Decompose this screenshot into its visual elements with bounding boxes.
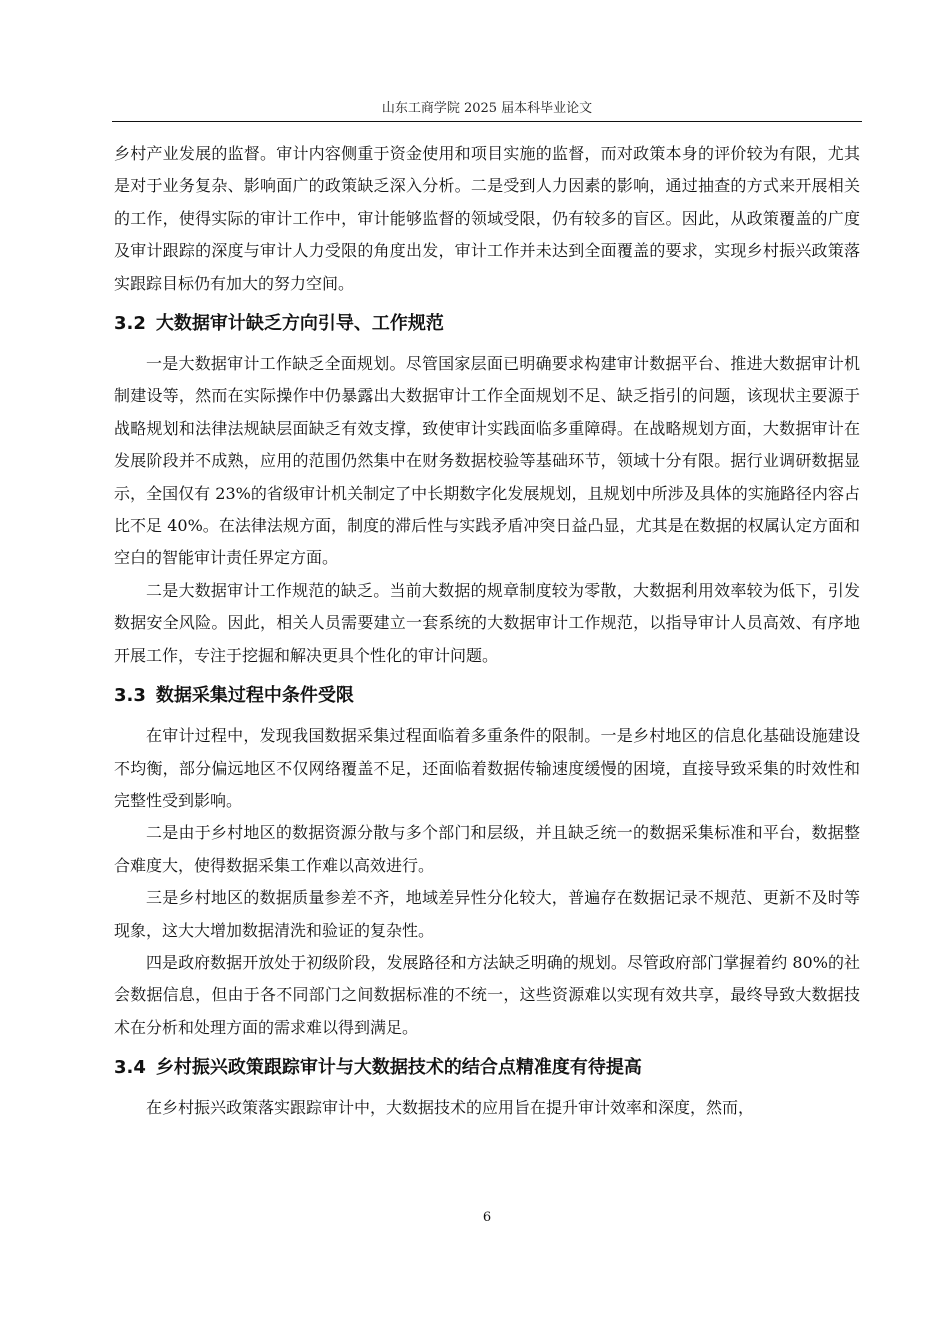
paragraph: 一是大数据审计工作缺乏全面规划。尽管国家层面已明确要求构建审计数据平台、推进大数据审计机制建设等，然而在实际操作中仍暴露出大数据审计工作全面规划不足、缺乏指引的问题，该现状主要源于战略规划和法律法规缺层面缺乏有效支撑，致使审计实践面临多重障碍。在战略规划方面，大数据审计在发展阶段并不成熟，应用的范围仍然集中在财务数据校验等基础环节，领域十分有限。据行业调研数据显示，全国仅有 23%的省级审计机关制定了中长期数字化发展规划，且规划中所涉及具体的实施路径内容占比不足 40%。在法律法规方面，制度的滞后性与实践矛盾冲突日益凸显，尤其是在数据的权属认定方面和空白的智能审计责任界定方面。: [114, 354, 860, 568]
page-body: [114, 138, 860, 1125]
section-number: 3.4: [114, 1057, 146, 1079]
paragraph: 在乡村振兴政策落实跟踪审计中，大数据技术的应用旨在提升审计效率和深度，然而，: [146, 1098, 755, 1118]
header-rule: [112, 121, 862, 122]
section-heading-3-2: [114, 306, 860, 342]
section-title: 乡村振兴政策跟踪审计与大数据技术的结合点精准度有待提高: [155, 1057, 642, 1079]
section-number: 3.3: [114, 685, 146, 707]
paragraph: 二是由于乡村地区的数据资源分散与多个部门和层级，并且缺乏统一的数据采集标准和平台，数据整合难度大，使得数据采集工作难以高效进行。: [114, 823, 860, 875]
paragraph: 四是政府数据开放处于初级阶段，发展路径和方法缺乏明确的规划。尽管政府部门掌握着约 80%的社会数据信息，但由于各不同部门之间数据标准的不统一，这些资源难以实现有效共享，最终导致大数据技术在分析和处理方面的需求难以得到满足。: [114, 952, 860, 1037]
page-number: 6: [482, 1210, 492, 1225]
paragraph: 三是乡村地区的数据质量参差不齐，地域差异性分化较大，普遍存在数据记录不规范、更新不及时等现象，这大大增加数据清洗和验证的复杂性。: [114, 888, 860, 940]
section-title: 大数据审计缺乏方向引导、工作规范: [155, 313, 444, 335]
paragraph: 二是大数据审计工作规范的缺乏。当前大数据的规章制度较为零散，大数据利用效率较为低下，引发数据安全风险。因此，相关人员需要建立一套系统的大数据审计工作规范，以指导审计人员高效、有序地开展工作，专注于挖掘和解决更具个性化的审计问题。: [114, 580, 860, 665]
section-heading-3-3: [114, 678, 860, 714]
section-title: 数据采集过程中条件受限: [155, 685, 354, 707]
paragraph: 在审计过程中，发现我国数据采集过程面临着多重条件的限制。一是乡村地区的信息化基础设施建设不均衡，部分偏远地区不仅网络覆盖不足，还面临着数据传输速度缓慢的困境，直接导致采集的时效性和完整性受到影响。: [114, 726, 860, 810]
section-number: 3.2: [114, 313, 146, 335]
running-header: 山东工商学院 2025 届本科毕业论文: [381, 101, 593, 116]
paragraph: 乡村产业发展的监督。审计内容侧重于资金使用和项目实施的监督，而对政策本身的评价较为有限，尤其是对于业务复杂、影响面广的政策缺乏深入分析。二是受到人力因素的影响，通过抽查的方式来开展相关的工作，使得实际的审计工作中，审计能够监督的领域受限，仍有较多的盲区。因此，从政策覆盖的广度及审计跟踪的深度与审计人力受限的角度出发，审计工作并未达到全面覆盖的要求，实现乡村振兴政策落实跟踪目标仍有加大的努力空间。: [114, 144, 860, 293]
section-heading-3-4: [114, 1050, 860, 1086]
